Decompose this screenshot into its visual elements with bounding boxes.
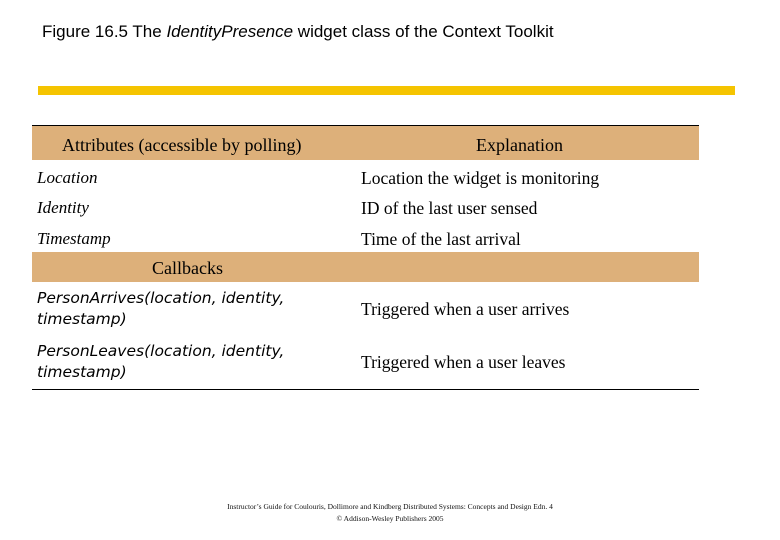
figure-title [42, 22, 554, 42]
footer-copyright: © Addison-Wesley Publishers 2005 [336, 514, 444, 523]
callbacks-header-row [32, 252, 699, 282]
figure-title-class-name: IdentityPresence [166, 22, 294, 41]
attribute-explanation: Location the widget is monitoring [361, 168, 600, 188]
attribute-explanation: Time of the last arrival [361, 229, 521, 249]
table-row [32, 221, 699, 252]
attribute-name: Identity [37, 198, 89, 217]
figure-title-suffix: widget class of the Context Toolkit [293, 22, 554, 41]
table-row [32, 336, 699, 389]
attribute-name: Location [37, 168, 98, 187]
callback-name: PersonArrives(location, identity, timestamp) [37, 289, 285, 328]
attribute-explanation: ID of the last user sensed [361, 198, 538, 218]
footer-citation: Instructor’s Guide for Coulouris, Dollimore and Kindberg Distributed Systems: Concepts and Design Edn. 4 [227, 502, 553, 511]
figure-title-prefix: Figure 16.5 The [42, 22, 167, 41]
header-attributes: Attributes (accessible by polling) [62, 135, 302, 155]
callback-explanation: Triggered when a user leaves [361, 352, 566, 372]
widget-table [32, 125, 699, 390]
table-header-row [32, 126, 699, 160]
callback-name: PersonLeaves(location, identity, timestamp) [37, 342, 285, 381]
attribute-name: Timestamp [37, 229, 111, 248]
table-row [32, 282, 699, 336]
table-row [32, 190, 699, 221]
callback-explanation: Triggered when a user arrives [361, 299, 570, 319]
table-row [32, 160, 699, 190]
callbacks-header: Callbacks [152, 258, 223, 278]
accent-bar [38, 86, 735, 95]
header-explanation: Explanation [476, 135, 563, 155]
